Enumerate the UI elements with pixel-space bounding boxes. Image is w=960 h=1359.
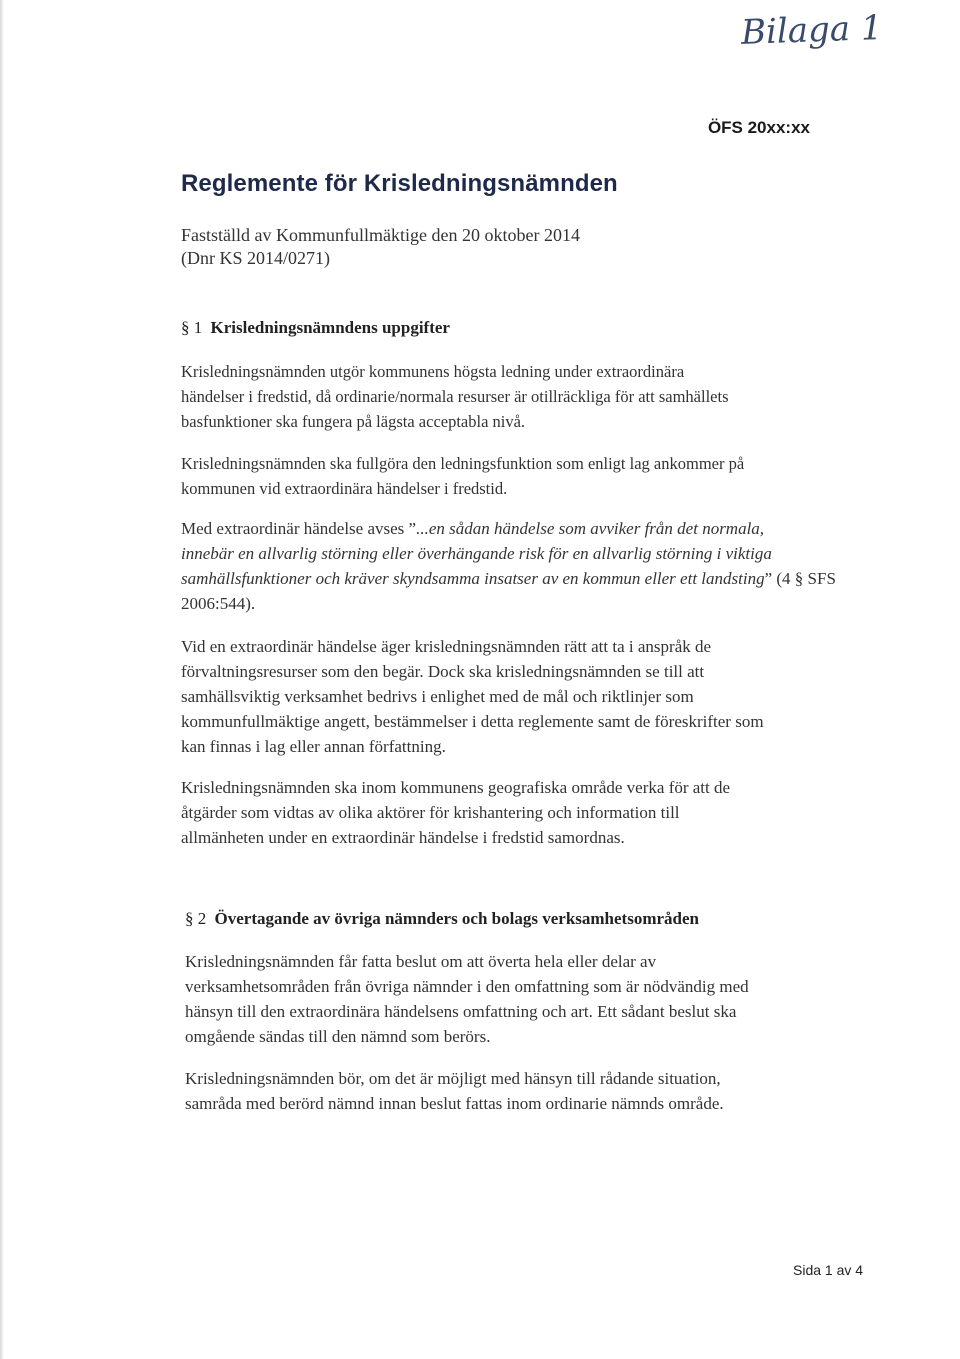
section-title: Övertagande av övriga nämnders och bolags verksamhetsområden xyxy=(214,909,699,928)
text-line: samhällsfunktioner och kräver skyndsamma insatser av en kommun eller ett landsting” (4 § SFS xyxy=(181,569,836,588)
text-line: kommunfullmäktige angett, bestämmelser i detta reglemente samt de föreskrifter som xyxy=(181,712,764,731)
section-1-paragraph-3 xyxy=(181,516,836,616)
text-line: Vid en extraordinär händelse äger krisledningsnämnden rätt att ta i anspråk de xyxy=(181,637,712,656)
document-code: ÖFS 20xx:xx xyxy=(707,118,810,137)
text-line: 2006:544). xyxy=(181,594,256,613)
text-line: händelser i fredstid, då ordinarie/normala resurser är otillräckliga för att samhällets xyxy=(181,387,729,406)
text-line: omgående sändas till den nämnd som berörs. xyxy=(185,1027,491,1046)
section-1-heading xyxy=(181,318,450,338)
section-1-paragraph-2 xyxy=(181,451,744,501)
adoption-meta xyxy=(181,224,580,270)
text-line: Krisledningsnämnden bör, om det är möjligt med hänsyn till rådande situation, xyxy=(185,1069,721,1088)
text-line: basfunktioner ska fungera på lägsta acceptabla nivå. xyxy=(181,412,526,431)
page-title: Reglemente för Krisledningsnämnden xyxy=(181,170,618,197)
scan-edge xyxy=(0,0,4,1359)
section-symbol: § 1 xyxy=(181,318,203,337)
text-line: åtgärder som vidtas av olika aktörer för krishantering och information till xyxy=(181,803,680,822)
text-line: samråda med berörd nämnd innan beslut fattas inom ordinarie nämnds område. xyxy=(185,1094,724,1113)
section-title: Krisledningsnämndens uppgifter xyxy=(210,318,450,337)
page-number: Sida 1 av 4 xyxy=(793,1262,864,1278)
section-1-paragraph-5 xyxy=(181,775,730,850)
text-line: Krisledningsnämnden ska fullgöra den ledningsfunktion som enligt lag ankommer på xyxy=(181,454,745,473)
section-2-paragraph-2 xyxy=(185,1066,724,1116)
section-2-heading xyxy=(185,909,699,929)
text-line: samhällsviktig verksamhet bedrivs i enlighet med de mål och riktlinjer som xyxy=(181,687,694,706)
text-line: Krisledningsnämnden får fatta beslut om att överta hela eller delar av xyxy=(185,952,657,971)
section-2-paragraph-1 xyxy=(185,949,749,1049)
section-1-paragraph-1 xyxy=(181,359,729,434)
svg-text:Bilaga 1: Bilaga 1 xyxy=(740,7,884,53)
text-line: kan finnas i lag eller annan författning. xyxy=(181,737,446,756)
text-line: Krisledningsnämnden ska inom kommunens geografiska område verka för att de xyxy=(181,778,731,797)
section-symbol: § 2 xyxy=(185,909,207,928)
text-line: verksamhetsområden från övriga nämnder i den omfattning som är nödvändig med xyxy=(185,977,749,996)
text-line: förvaltningsresurser som den begär. Dock ska krisledningsnämnden se till att xyxy=(181,662,705,681)
text-line: hänsyn till den extraordinära händelsens omfattning och art. Ett sådant beslut ska xyxy=(185,1002,737,1021)
reference-number: (Dnr KS 2014/0271) xyxy=(181,248,330,268)
handwritten-note xyxy=(735,0,895,70)
text-line: allmänheten under en extraordinär händelse i fredstid samordnas. xyxy=(181,828,625,847)
text-line: Med extraordinär händelse avses ”...en sådan händelse som avviker från det normala, xyxy=(181,519,765,538)
section-1-paragraph-4 xyxy=(181,634,764,759)
text-line: Krisledningsnämnden utgör kommunens högsta ledning under extraordinära xyxy=(181,362,685,381)
text-line: innebär en allvarlig störning eller överhängande risk för en allvarlig störning i viktiga xyxy=(181,544,772,563)
adoption-line: Fastställd av Kommunfullmäktige den 20 oktober 2014 xyxy=(181,225,580,245)
text-line: kommunen vid extraordinära händelser i fredstid. xyxy=(181,479,508,498)
